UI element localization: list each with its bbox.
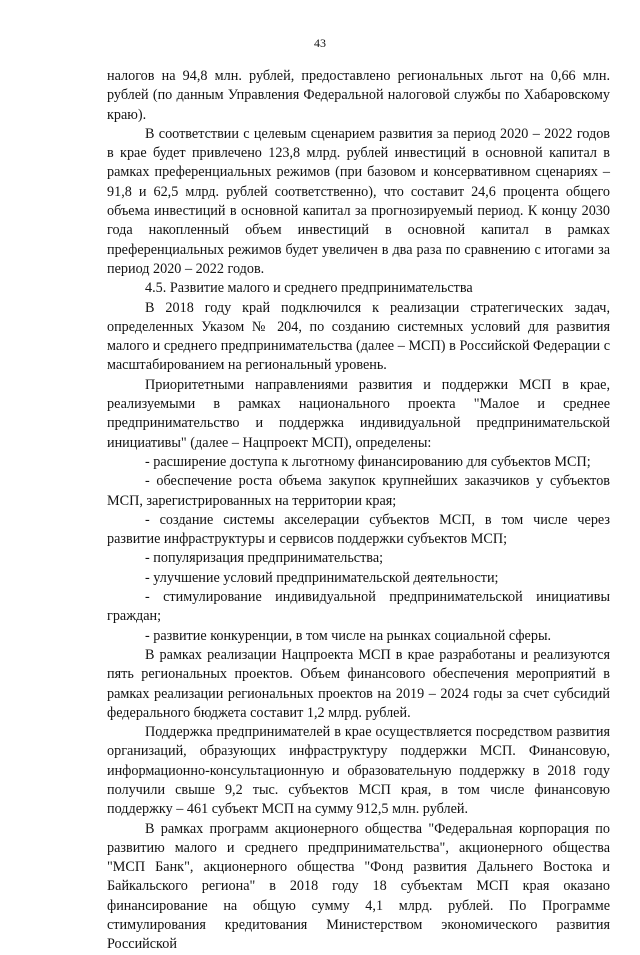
document-body — [107, 67, 610, 955]
list-item: - обеспечение роста объема закупок крупнейших заказчиков у субъектов МСП, зарегистрированных на территории края; — [107, 473, 610, 509]
list-item: - стимулирование индивидуальной предпринимательской инициативы граждан; — [107, 589, 610, 625]
paragraph-msp-2018: В 2018 году край подключился к реализации стратегических задач, определенных Указом № 204, по созданию системных условий для развития малого и среднего предпринимательства (далее – МСП) в Российской Федерации с масштабированием на региональный уровень. — [107, 299, 610, 374]
paragraph-investment-scenario: В соответствии с целевым сценарием развития за период 2020 – 2022 годов в крае будет привлечено 123,8 млрд. рублей инвестиций в основной капитал в рамках преференциальных режимов (при базовом и консервативном сценариях – 91,8 и 62,5 млрд. рублей соответственно), что составит 24,6 процента общего объема инвестиций в основной капитал за прогнозируемый период. К концу 2030 года накопленный объем инвестиций в основной капитал в рамках преференциальных режимов будет увеличен в два раза по сравнению с итогами за период 2020 – 2022 годов. — [107, 125, 610, 277]
paragraph-tax-continuation: налогов на 94,8 млн. рублей, предоставлено региональных льгот на 0,66 млн. рублей (по данным Управления Федеральной налоговой службы по Хабаровскому краю). — [107, 68, 610, 123]
paragraph-corporation-programs: В рамках программ акционерного общества "Федеральная корпорация по развитию малого и среднего предпринимательства", акционерного общества "МСП Банк", акционерного общества "Фонд развития Дальнего Востока и Байкальского региона" в 2018 году 18 субъектам МСП края оказано финансирование на общую сумму 4,1 млрд. рублей. По Программе стимулирования кредитования Министерством экономического развития Российской — [107, 820, 610, 953]
list-item: - развитие конкуренции, в том числе на рынках социальной сферы. — [145, 627, 552, 644]
list-item: - создание системы акселерации субъектов МСП, в том числе через развитие инфраструктуры и сервисов поддержки субъектов МСП; — [107, 511, 610, 548]
page-number: 43 — [314, 36, 326, 50]
paragraph-support-infrastructure: Поддержка предпринимателей в крае осуществляется посредством развития организаций, образующих инфраструктуру поддержки МСП. Финансовую, информационно-консультационную и образовательную поддержку в 2018 году получили свыше 9,2 тыс. субъектов МСП края, в том числе финансовую поддержку – 461 субъект МСП на сумму 912,5 млн. рублей. — [107, 724, 610, 818]
section-heading: 4.5. Развитие малого и среднего предпринимательства — [145, 280, 473, 297]
list-item: - расширение доступа к льготному финансированию для субъектов МСП; — [145, 453, 591, 470]
paragraph-priority-directions: Приоритетными направлениями развития и поддержки МСП в крае, реализуемыми в рамках национального проекта "Малое и среднее предпринимательство и поддержка индивидуальной предпринимательской инициативы" (далее – Нацпроект МСП), определены: — [107, 376, 610, 451]
paragraph-regional-projects: В рамках реализации Нацпроекта МСП в крае разработаны и реализуются пять региональных проектов. Объем финансового обеспечения мероприятий в рамках реализации региональных проектов на 2019 – 2024 годы за счет субсидий федерального бюджета составит 1,2 млрд. рублей. — [107, 646, 610, 721]
list-item: - популяризация предпринимательства; — [145, 550, 384, 567]
list-item: - улучшение условий предпринимательской деятельности; — [145, 569, 499, 586]
